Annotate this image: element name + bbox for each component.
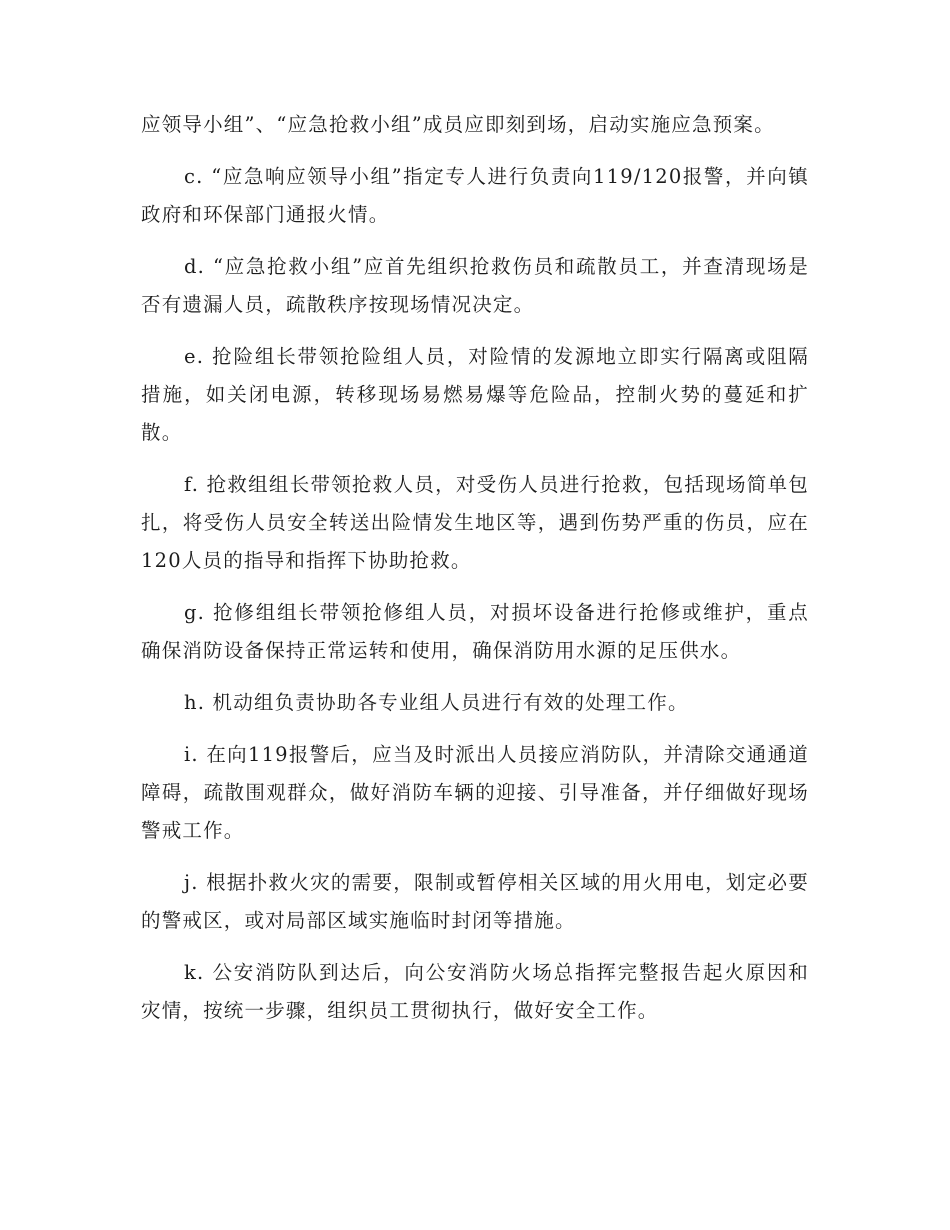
paragraph-item-g: g. 抢修组组长带领抢修组人员，对损坏设备进行抢修或维护，重点确保消防设备保持正常运转和使用，确保消防用水源的足压供水。 (141, 601, 809, 662)
paragraph-item-f: f. 抢救组组长带领抢救人员，对受伤人员进行抢救，包括现场简单包扎，将受伤人员安全转送出险情发生地区等，遇到伤势严重的伤员，应在120人员的指导和指挥下协助抢救。 (141, 473, 809, 572)
paragraph-item-c: c. “应急响应领导小组”指定专人进行负责向119/120报警，并向镇政府和环保部门通报火情。 (141, 165, 809, 226)
paragraph-item-h: h. 机动组负责协助各专业组人员进行有效的处理工作。 (184, 691, 689, 714)
document-body (141, 106, 809, 1030)
paragraph-item-i: i. 在向119报警后，应当及时派出人员接应消防队，并清除交通通道障碍，疏散围观群众，做好消防车辆的迎接、引导准备，并仔细做好现场警戒工作。 (141, 743, 809, 842)
paragraph-item-e: e. 抢险组长带领抢险组人员，对险情的发源地立即实行隔离或阻隔措施，如关闭电源，转移现场易燃易爆等危险品，控制火势的蔓延和扩散。 (141, 345, 809, 444)
paragraph-item-k: k. 公安消防队到达后，向公安消防火场总指挥完整报告起火原因和灾情，按统一步骤，组织员工贯彻执行，做好安全工作。 (141, 961, 809, 1022)
paragraph-continuation: 应领导小组”、“应急抢救小组”成员应即刻到场，启动实施应急预案。 (141, 113, 775, 136)
paragraph-item-j: j. 根据扑救火灾的需要，限制或暂停相关区域的用火用电，划定必要的警戒区，或对局部区域实施临时封闭等措施。 (141, 871, 809, 932)
paragraph-item-d: d. “应急抢救小组”应首先组织抢救伤员和疏散员工，并查清现场是否有遗漏人员，疏散秩序按现场情况决定。 (141, 255, 809, 316)
